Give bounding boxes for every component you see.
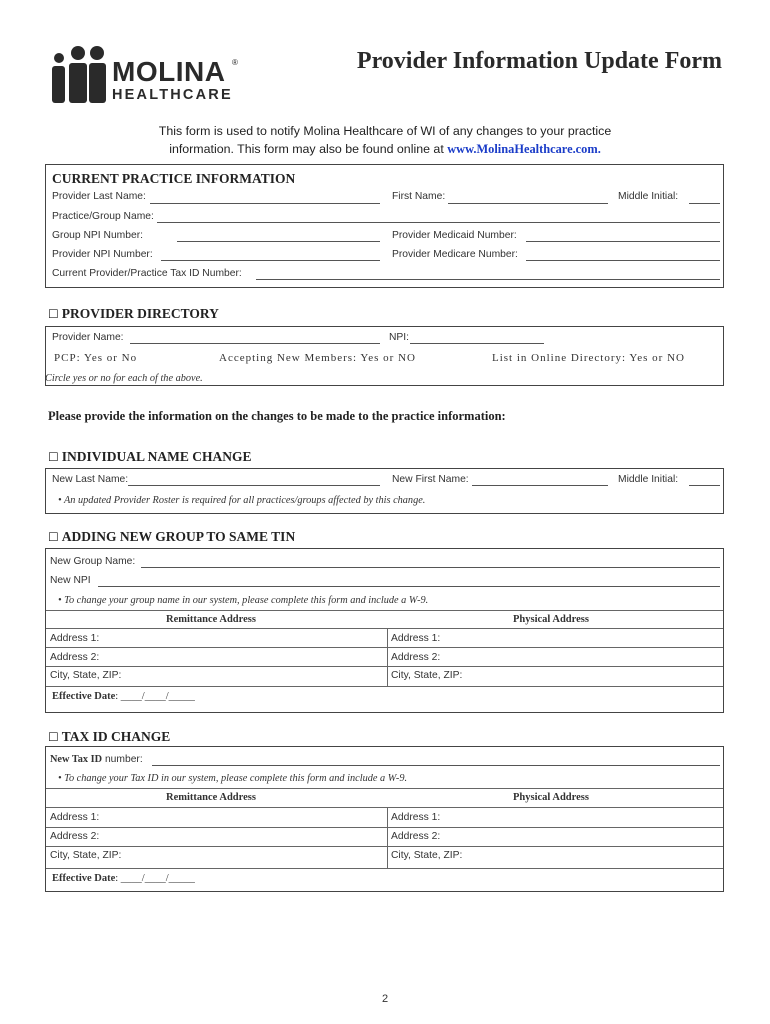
- people-icon: [48, 46, 110, 106]
- pcp-option[interactable]: PCP: Yes or No: [54, 352, 138, 364]
- name-change-checkbox[interactable]: ☐: [48, 450, 59, 464]
- npi-label: NPI:: [389, 332, 410, 343]
- table-header-border: [46, 628, 723, 629]
- provider-last-name-label: Provider Last Name:: [52, 191, 146, 202]
- intro-text: [0, 122, 770, 158]
- new-middle-initial-label: Middle Initial:: [618, 474, 679, 485]
- effective-date-label: Effective Date: [52, 691, 116, 702]
- tax-phys-address-1[interactable]: Address 1:: [391, 812, 441, 823]
- tax-phys-address-2[interactable]: Address 2:: [391, 831, 441, 842]
- provider-medicare-field[interactable]: [526, 260, 720, 261]
- tax-physical-header: Physical Address: [513, 792, 589, 803]
- name-change-title-text: INDIVIDUAL NAME CHANGE: [61, 449, 252, 464]
- provider-name-field[interactable]: [130, 343, 380, 344]
- name-change-note: • An updated Provider Roster is required for all practices/groups affected by this change.: [58, 495, 426, 506]
- physical-address-header: Physical Address: [513, 614, 589, 625]
- tax-change-checkbox[interactable]: ☐: [48, 730, 59, 744]
- new-group-name-label: New Group Name:: [50, 556, 136, 567]
- new-group-name-field[interactable]: [141, 567, 720, 568]
- tax-table-top-border: [46, 788, 723, 789]
- practice-group-name-label: Practice/Group Name:: [52, 211, 154, 222]
- provider-npi-label: Provider NPI Number:: [52, 249, 153, 260]
- new-middle-initial-field[interactable]: [689, 485, 720, 486]
- logo-registered: ®: [232, 58, 238, 67]
- new-first-name-label: New First Name:: [392, 474, 469, 485]
- tax-change-title-text: TAX ID CHANGE: [61, 729, 171, 744]
- new-group-note: • To change your group name in our system, please complete this form and include a W-9.: [58, 595, 429, 606]
- tax-table-row-border: [46, 846, 723, 847]
- new-tax-id-label: [50, 754, 143, 765]
- first-name-label: First Name:: [392, 191, 446, 202]
- table-bottom-border: [46, 686, 723, 687]
- tax-table-bottom-border: [46, 868, 723, 869]
- phys-city-state-zip[interactable]: City, State, ZIP:: [391, 670, 463, 681]
- provider-directory-title-text: PROVIDER DIRECTORY: [61, 306, 219, 321]
- new-group-title: [48, 529, 295, 545]
- new-tax-id-bold: New Tax ID: [50, 754, 103, 765]
- effective-date-blank[interactable]: : ____/____/_____: [115, 691, 195, 702]
- tax-id-field[interactable]: [256, 279, 720, 280]
- current-practice-title: CURRENT PRACTICE INFORMATION: [52, 171, 296, 186]
- remittance-address-header: Remittance Address: [166, 614, 256, 625]
- provider-name-label: Provider Name:: [52, 332, 124, 343]
- tax-change-note: • To change your Tax ID in our system, please complete this form and include a W-9.: [58, 773, 408, 784]
- remit-address-1[interactable]: Address 1:: [50, 633, 100, 644]
- phys-address-1[interactable]: Address 1:: [391, 633, 441, 644]
- provider-directory-title: [48, 306, 219, 322]
- new-tax-id-field[interactable]: [152, 765, 720, 766]
- new-tax-id-rest: number:: [102, 754, 143, 765]
- effective-date[interactable]: [52, 691, 195, 702]
- name-change-section: [45, 468, 724, 514]
- table-top-border: [46, 610, 723, 611]
- tax-remit-city-state-zip[interactable]: City, State, ZIP:: [50, 850, 122, 861]
- accepting-members-option[interactable]: Accepting New Members: Yes or NO: [219, 352, 416, 364]
- tax-effective-date-blank[interactable]: : ____/____/_____: [115, 873, 195, 884]
- tax-phys-city-state-zip[interactable]: City, State, ZIP:: [391, 850, 463, 861]
- tax-remit-address-2[interactable]: Address 2:: [50, 831, 100, 842]
- remit-city-state-zip[interactable]: City, State, ZIP:: [50, 670, 122, 681]
- phys-address-2[interactable]: Address 2:: [391, 652, 441, 663]
- first-name-field[interactable]: [448, 203, 608, 204]
- online-directory-option[interactable]: List in Online Directory: Yes or NO: [492, 352, 685, 364]
- intro-line-2: [0, 140, 770, 158]
- circle-note: Circle yes or no for each of the above.: [45, 373, 203, 384]
- table-row-border: [46, 647, 723, 648]
- tax-effective-date[interactable]: [52, 873, 195, 884]
- tax-change-section: [45, 746, 724, 892]
- new-first-name-field[interactable]: [472, 485, 608, 486]
- logo-word: MOLINA: [112, 56, 226, 87]
- logo-subtitle: HEALTHCARE: [112, 87, 233, 103]
- molina-logo: [48, 46, 243, 106]
- provider-medicare-label: Provider Medicare Number:: [392, 249, 518, 260]
- intro-line-2-text: information. This form may also be found online at: [169, 142, 448, 156]
- tax-change-title: [48, 729, 170, 745]
- provider-npi-field[interactable]: [161, 260, 380, 261]
- tax-table-column-divider: [387, 807, 388, 868]
- form-title: Provider Information Update Form: [356, 48, 722, 74]
- provider-medicaid-field[interactable]: [526, 241, 720, 242]
- middle-initial-label: Middle Initial:: [618, 191, 679, 202]
- page-number: 2: [381, 993, 389, 1005]
- tax-table-header-border: [46, 807, 723, 808]
- name-change-title: [48, 449, 252, 465]
- provider-last-name-field[interactable]: [150, 203, 380, 204]
- new-last-name-field[interactable]: [128, 485, 380, 486]
- npi-field[interactable]: [410, 343, 544, 344]
- provider-medicaid-label: Provider Medicaid Number:: [392, 230, 517, 241]
- practice-group-name-field[interactable]: [157, 222, 720, 223]
- instruction-text: Please provide the information on the changes to be made to the practice information:: [48, 409, 506, 423]
- table-row-border: [46, 666, 723, 667]
- table-column-divider: [387, 628, 388, 686]
- tax-remittance-header: Remittance Address: [166, 792, 256, 803]
- new-npi-label: New NPI: [50, 575, 91, 586]
- current-practice-section: [45, 164, 724, 288]
- new-group-title-text: ADDING NEW GROUP TO SAME TIN: [61, 529, 296, 544]
- new-group-checkbox[interactable]: ☐: [48, 530, 59, 544]
- tax-id-label: Current Provider/Practice Tax ID Number:: [52, 268, 242, 279]
- intro-line-1: This form is used to notify Molina Healthcare of WI of any changes to your practice: [158, 124, 612, 138]
- new-last-name-label: New Last Name:: [52, 474, 129, 485]
- tax-table-row-border: [46, 827, 723, 828]
- new-npi-field[interactable]: [98, 586, 720, 587]
- new-group-section: [45, 548, 724, 713]
- provider-directory-checkbox[interactable]: ☐: [48, 307, 59, 321]
- tax-remit-address-1[interactable]: Address 1:: [50, 812, 100, 823]
- group-npi-label: Group NPI Number:: [52, 230, 143, 241]
- remit-address-2[interactable]: Address 2:: [50, 652, 100, 663]
- tax-effective-date-label: Effective Date: [52, 873, 116, 884]
- website-link[interactable]: www.MolinaHealthcare.com.: [447, 142, 601, 156]
- group-npi-field[interactable]: [177, 241, 380, 242]
- middle-initial-field[interactable]: [689, 203, 720, 204]
